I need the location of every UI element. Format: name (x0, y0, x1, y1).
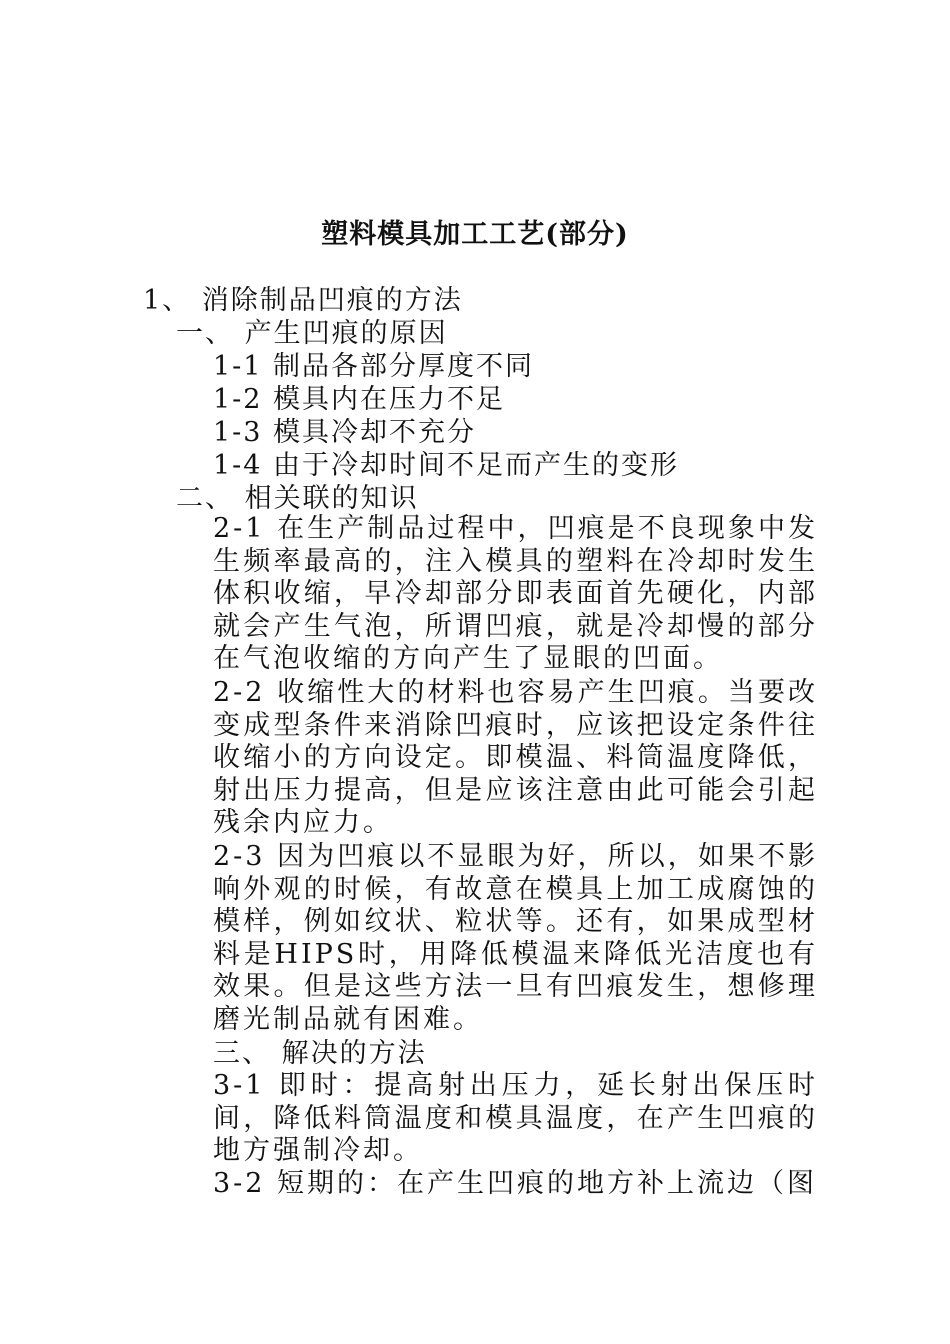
paragraph-2-3: 2-3 因为凹痕以不显眼为好，所以，如果不影响外观的时候，有故意在模具上加工成腐蚀的模样，例如纹状、粒状等。还有，如果成型材料是HIPS时，用降低模温来降低光洁度也有效果。但是这些方法一旦有凹痕发生，想修理磨光制品就有困难。 (213, 841, 818, 1035)
list-item: 1-3 模具冷却不充分 (213, 417, 477, 448)
section-heading: 1、 消除制品凹痕的方法 (143, 285, 463, 316)
list-item: 1-2 模具内在压力不足 (213, 384, 506, 415)
part3-heading: 三、 解决的方法 (213, 1038, 427, 1069)
list-item: 1-4 由于冷却时间不足而产生的变形 (213, 450, 680, 481)
paragraph-3-2: 3-2 短期的：在产生凹痕的地方补上流边（图 (213, 1168, 818, 1199)
paragraph-3-1: 3-1 即时：提高射出压力，延长射出保压时间，降低料筒温度和模具温度，在产生凹痕的地方强制冷却。 (213, 1070, 818, 1167)
part1-heading: 一、 产生凹痕的原因 (176, 318, 448, 349)
list-item: 1-1 制品各部分厚度不同 (213, 351, 535, 382)
paragraph-2-2: 2-2 收缩性大的材料也容易产生凹痕。当要改变成型条件来消除凹痕时，应该把设定条件往收缩小的方向设定。即模温、料筒温度降低，射出压力提高，但是应该注意由此可能会引起残余内应力。 (213, 677, 818, 839)
part2-heading: 二、 相关联的知识 (176, 483, 419, 514)
document-title: 塑料模具加工工艺(部分) (321, 219, 629, 250)
paragraph-2-1: 2-1 在生产制品过程中，凹痕是不良现象中发生频率最高的，注入模具的塑料在冷却时发生体积收缩，早冷却部分即表面首先硬化，内部就会产生气泡，所谓凹痕，就是冷却慢的部分在气泡收缩的方向产生了显眼的凹面。 (213, 513, 818, 675)
